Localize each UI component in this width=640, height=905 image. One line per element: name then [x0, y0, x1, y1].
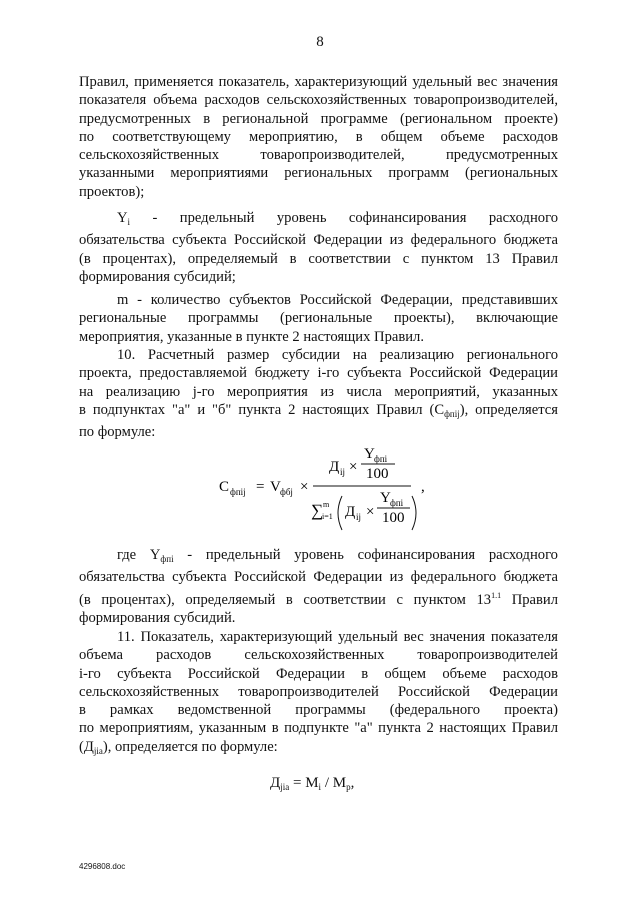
text-line: проектов); [79, 183, 145, 200]
text-line: сельскохозяйственных товаропроизводителей Российской Федерации [79, 683, 558, 700]
symbol-y-sub: i [127, 217, 131, 227]
text-line: 11. Показатель, характеризующий удельный вес значения показателя [117, 629, 558, 645]
formula-d-sub: ij [356, 512, 362, 522]
formula-sum-top: m [323, 500, 330, 509]
formula-hundred: 100 [382, 510, 405, 526]
paragraph-yfpi-definition [79, 546, 558, 627]
text-line: i-го субъекта Российской Федерации в общем объеме расходов [79, 665, 558, 682]
formula-v: V [270, 479, 281, 495]
text-line: региональные программы (региональные проекты), включающие [79, 310, 558, 327]
formula-v-sub: фбj [280, 487, 293, 497]
text-line: предусмотренных в региональной программе (региональном проекте) [79, 110, 558, 127]
formula-lhs-sub: фпij [230, 487, 246, 497]
formula-d: Д [329, 459, 340, 475]
text-line: проекта, предоставляемой бюджету i-го субъекта Российской Федерации [79, 365, 558, 382]
paragraph-yi-definition [79, 209, 558, 286]
paragraph-m-definition [79, 291, 558, 346]
formula-y-sub: фпi [374, 454, 388, 464]
text-line: в подпунктах "а" и "б" пункта 2 настоящих Правил $(С_{фпij})$, определяется [79, 401, 558, 419]
formula-y-sub: фпi [390, 498, 404, 508]
text-line: объема расходов сельскохозяйственных товаропроизводителей [79, 647, 558, 664]
text-line: (в процентах), определяемый в соответствии с пунктом 13 Правил [79, 250, 558, 267]
paren-left [338, 496, 342, 530]
text-line: обязательства субъекта Российской Федерации из федерального бюджета [79, 569, 558, 586]
formula-eq: = [256, 479, 265, 495]
formula-share: $Д_{jia} = M_i / M_p$, [270, 775, 355, 792]
formula-d-sub: ij [340, 467, 346, 477]
text-line: Правил, применяется показатель, характеризующий удельный вес значения [79, 74, 558, 90]
text-line: сельскохозяйственных товаропроизводителей, предусмотренных [79, 147, 558, 164]
text-line: указанными мероприятиями региональных программ (региональных [79, 165, 558, 182]
formula-times: × [366, 504, 375, 520]
formula-y: Y [380, 490, 391, 506]
symbol-y: Y [117, 210, 128, 226]
text-line: обязательства субъекта Российской Федерации из федерального бюджета [79, 232, 558, 249]
formula-subsidy-svg [215, 440, 455, 535]
text-line: по соответствующему мероприятию, в общем объеме расходов [79, 128, 558, 145]
text-line: m - количество субъектов Российской Федерации, представивших [117, 292, 558, 308]
paragraph-rules-share [79, 73, 558, 201]
file-footer: 4296808.doc [79, 862, 126, 871]
text-line: (в процентах), определяемый в соответствии с пунктом $13^{1.1}$ Правил [79, 590, 559, 608]
text-line: по мероприятиям, указанным в подпункте "а" пункта 2 настоящих Правил [79, 720, 558, 737]
text-line: $Y_i$ - предельный уровень софинансирования расходного [117, 210, 558, 227]
text-line: 10. Расчетный размер субсидии на реализацию регионального [117, 347, 558, 363]
formula-d: Д [345, 504, 356, 520]
formula-y: Y [364, 446, 375, 462]
text-line: мероприятия, указанные в пункте 2 настоящих Правил. [79, 328, 424, 345]
paren-right [412, 496, 416, 530]
text-line: формирования субсидий. [79, 609, 236, 626]
text-line: в рамках ведомственной программы (федерального проекта) [79, 702, 558, 719]
formula-times: × [300, 479, 309, 495]
text-line: по формуле: [79, 424, 156, 441]
page-number: 8 [316, 34, 324, 50]
text-line: на реализацию j-го мероприятия из числа мероприятий, указанных [79, 383, 558, 400]
formula-comma: , [421, 479, 425, 495]
formula-times: × [349, 459, 358, 475]
formula-hundred: 100 [366, 466, 389, 482]
paragraph-item-11 [79, 628, 558, 760]
text-line: показателя объема расходов сельскохозяйственных товаропроизводителей, [79, 92, 558, 109]
formula-subsidy [215, 440, 455, 535]
text-line: формирования субсидий; [79, 268, 236, 285]
paragraph-item-10 [79, 346, 558, 441]
text-line: где $Y_{фпi}$ - предельный уровень софинансирования расходного [117, 547, 558, 564]
formula-lhs: С [219, 479, 230, 495]
text-line: $(Д_{jia})$, определяется по формуле: [79, 738, 278, 756]
formula-sum: ∑ [311, 501, 324, 520]
formula-sum-bot: i=1 [322, 512, 333, 521]
